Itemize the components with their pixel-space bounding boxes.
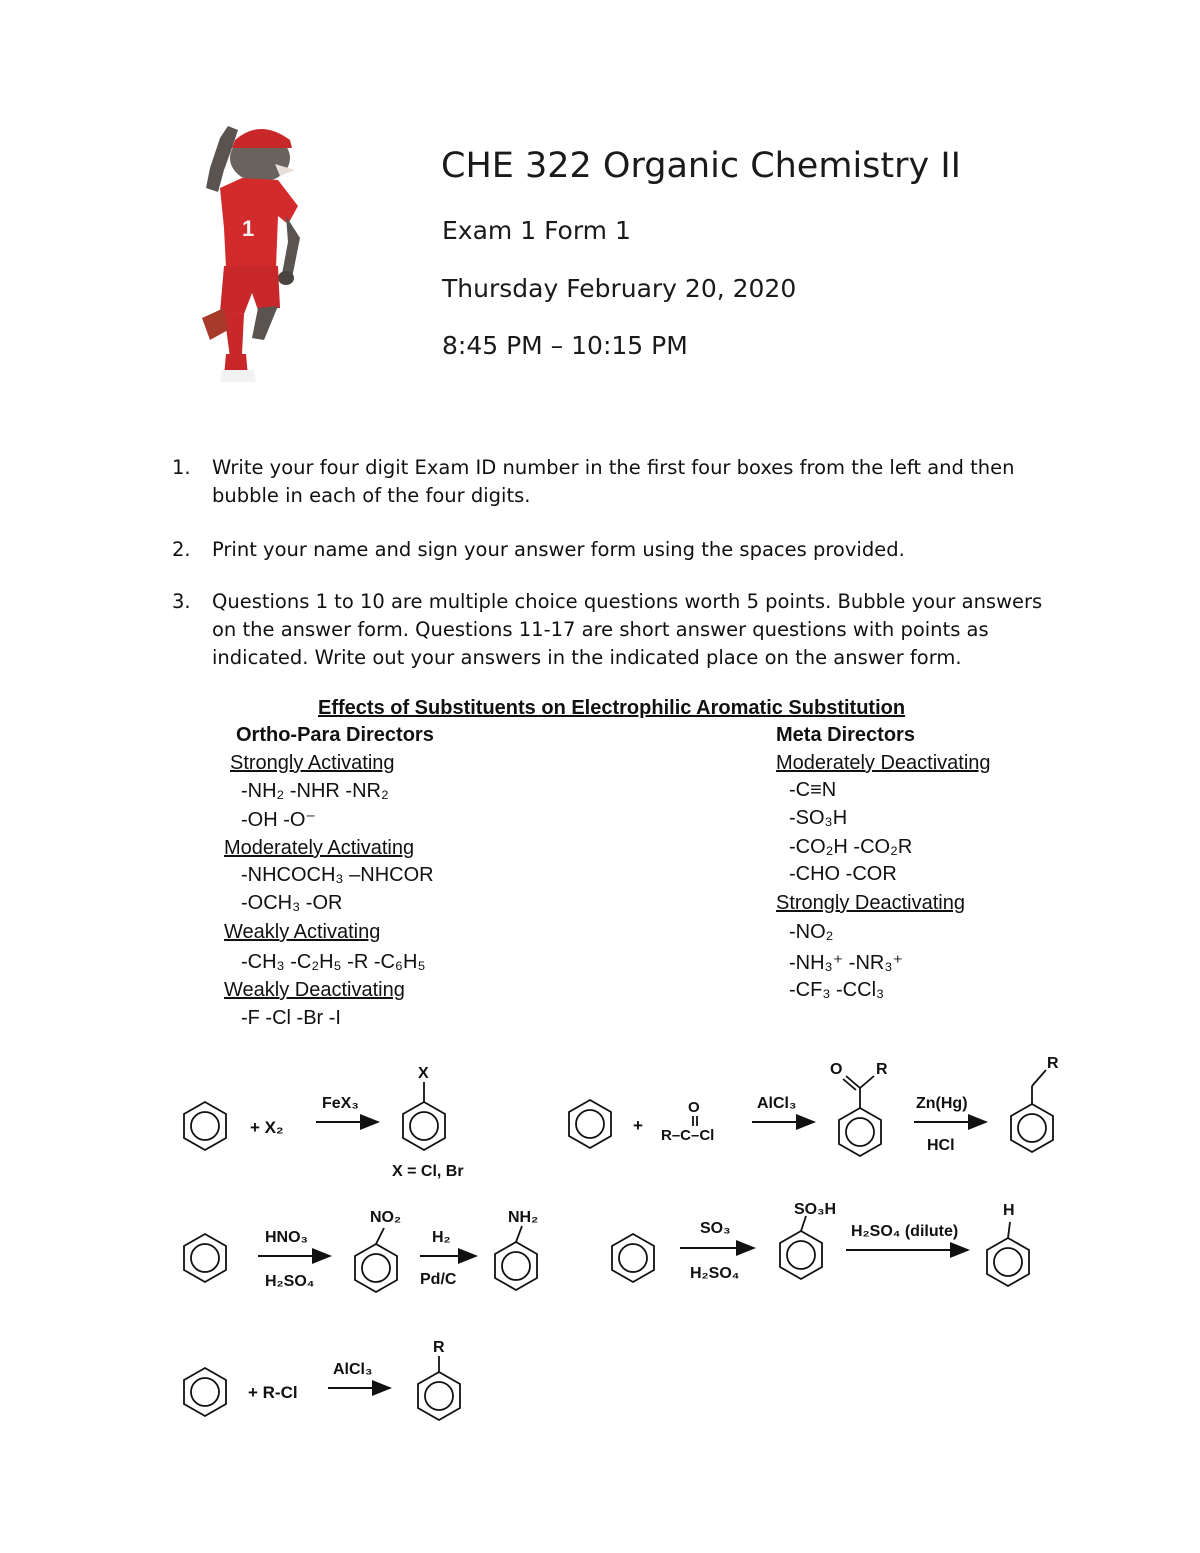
- meta-heading: Meta Directors: [776, 724, 915, 746]
- substituent-label: NO₂: [370, 1209, 402, 1226]
- alkyl-bond: [860, 1076, 874, 1088]
- alkyl-bond: [1032, 1070, 1046, 1086]
- reagent-label: Zn(Hg): [916, 1095, 968, 1112]
- substituent-list: -NO₂: [789, 921, 834, 943]
- benzene-ring: [1011, 1104, 1053, 1152]
- course-title: CHE 322 Organic Chemistry II: [441, 146, 961, 186]
- product-r-label: R: [1047, 1055, 1059, 1072]
- instruction-text: Questions 1 to 10 are multiple choice questions worth 5 points. Bubble your answers on the answer form. Questions 11-17 are short answer questions with points as indicated. Write out your answers in the indicated place on the answer form.: [212, 590, 1043, 669]
- acyl-oxygen-label: O: [688, 1099, 700, 1116]
- instruction-number: 3.: [172, 590, 191, 613]
- benzene-ring: [839, 1108, 881, 1156]
- reagent-label: HCl: [927, 1137, 955, 1154]
- benzene-ring: [987, 1238, 1029, 1286]
- category-label: Weakly Activating: [224, 921, 381, 943]
- substituent-list: -CH₃ -C₂H₅ -R -C₆H₅: [241, 951, 426, 973]
- reagent-label: Pd/C: [420, 1271, 457, 1288]
- substituent-list: -CHO -COR: [789, 863, 897, 885]
- substituent-list: -OH -O⁻: [241, 809, 316, 831]
- benzene-ring: [418, 1372, 460, 1420]
- benzene-ring: [495, 1242, 537, 1290]
- substituent-bond: [376, 1228, 384, 1244]
- catalyst-label: AlCl₃: [757, 1095, 797, 1112]
- benzene-ring: [184, 1368, 226, 1416]
- substituent-label: R: [433, 1339, 445, 1356]
- catalyst-label: FeX₃: [322, 1095, 359, 1112]
- instruction-item: [172, 536, 1072, 564]
- category-label: Strongly Activating: [230, 752, 395, 774]
- reagent-label: H₂SO₄ (dilute): [851, 1223, 959, 1240]
- svg-text:1: 1: [242, 216, 255, 241]
- instruction-item: [172, 588, 1072, 672]
- substituent-label: X: [418, 1065, 429, 1082]
- mascot-image: [180, 118, 315, 386]
- reagent-label: H₂: [432, 1229, 451, 1246]
- nitration-reaction: [184, 1209, 538, 1292]
- category-label: Weakly Deactivating: [224, 979, 405, 1001]
- benzene-ring: [569, 1100, 611, 1148]
- reagent-label: SO₃: [700, 1220, 731, 1237]
- acyl-chloride-label: R–C–Cl: [661, 1127, 715, 1144]
- alkylation-reaction: [184, 1339, 460, 1420]
- table-title: Effects of Substituents on Electrophilic Aromatic Substitution: [318, 697, 906, 719]
- substituent-bond: [516, 1226, 522, 1242]
- substituent-label: SO₃H: [794, 1201, 837, 1218]
- exam-date: Thursday February 20, 2020: [442, 274, 797, 303]
- benzene-ring: [355, 1244, 397, 1292]
- instruction-text: Write your four digit Exam ID number in the first four boxes from the left and then bubble in each of the four digits.: [212, 456, 1015, 507]
- category-label: Moderately Deactivating: [776, 752, 991, 774]
- catalyst-label: AlCl₃: [333, 1361, 373, 1378]
- reagent-label: + R-Cl: [248, 1383, 298, 1402]
- substituent-label: NH₂: [508, 1209, 539, 1226]
- note-label: X = Cl, Br: [392, 1163, 464, 1180]
- substituent-list: -OCH₃ -OR: [241, 892, 343, 914]
- benzene-ring: [612, 1234, 654, 1282]
- ketone-oxygen-label: O: [830, 1061, 843, 1078]
- instruction-number: 2.: [172, 538, 191, 561]
- benzene-ring: [184, 1234, 226, 1282]
- exam-form: Exam 1 Form 1: [442, 216, 631, 245]
- reagent-label: HNO₃: [265, 1229, 308, 1246]
- instruction-number: 1.: [172, 456, 191, 479]
- benzene-ring: [403, 1102, 445, 1150]
- substituent-bond: [801, 1216, 806, 1231]
- halogenation-reaction: [184, 1065, 464, 1180]
- wolf-mascot-icon: [180, 118, 315, 386]
- substituent-label: H: [1003, 1202, 1015, 1219]
- substituent-list: -NHCOCH₃ –NHCOR: [241, 864, 434, 886]
- carbonyl-bond: [846, 1076, 860, 1088]
- instruction-text: Print your name and sign your answer form using the spaces provided.: [212, 538, 905, 561]
- substituent-list: -C≡N: [789, 779, 837, 801]
- sulfonation-reaction: [612, 1201, 1029, 1286]
- reagent-label: H₂SO₄: [265, 1273, 315, 1290]
- substituent-list: -NH₂ -NHR -NR₂: [241, 780, 389, 802]
- acylation-reaction: [569, 1055, 1059, 1156]
- benzene-ring: [184, 1102, 226, 1150]
- plus-label: +: [633, 1116, 643, 1135]
- exam-time: 8:45 PM – 10:15 PM: [442, 331, 688, 360]
- substituent-list: -CF₃ -CCl₃: [789, 979, 885, 1001]
- substituent-list: -CO₂H -CO₂R: [789, 836, 913, 858]
- benzene-ring: [780, 1231, 822, 1279]
- ortho-para-heading: Ortho-Para Directors: [236, 724, 434, 746]
- reaction-schemes: [0, 1040, 1200, 1440]
- reagent-label: H₂SO₄: [690, 1265, 740, 1282]
- substituent-list: -F -Cl -Br -I: [241, 1007, 341, 1029]
- instruction-item: [172, 454, 1072, 510]
- category-label: Strongly Deactivating: [776, 892, 965, 914]
- ketone-r-label: R: [876, 1061, 888, 1078]
- substituent-bond: [1008, 1222, 1010, 1238]
- reagent-label: + X₂: [250, 1118, 284, 1137]
- carbonyl-bond: [843, 1079, 856, 1090]
- category-label: Moderately Activating: [224, 837, 415, 859]
- substituent-list: -NH₃⁺ -NR₃⁺: [789, 952, 904, 974]
- substituent-list: -SO₃H: [789, 807, 848, 829]
